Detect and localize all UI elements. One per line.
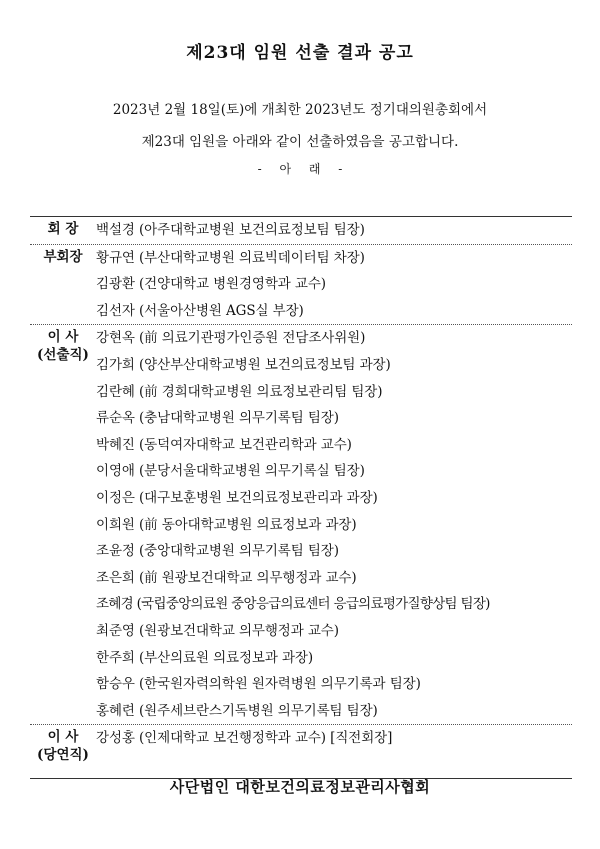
role-director-ex-officio [30,725,96,764]
role-directors-elected [30,325,96,724]
member-entry: 강성홍 (인제대학교 보건행정학과 교수) [직전회장] [96,730,393,747]
members-directors-elected [96,325,572,724]
member-entry: 조혜경 (국립중앙의료원 중앙응급의료센터 응급의료평가질향상팀 팀장) [96,596,490,613]
member-entry: 이정은 (대구보훈병원 보건의료정보관리과 과장) [96,489,378,506]
arae-label: - 아 래 - [257,162,343,176]
member-entry: 이희원 (前 동아대학교병원 의료정보과 과장) [96,516,357,533]
role-label: 이 사 [47,329,79,346]
member-entry: 김란혜 (前 경희대학교병원 의료정보관리팀 팀장) [96,383,383,400]
member-entry: 함승우 (한국원자력의학원 원자력병원 의무기록과 팀장) [96,676,421,693]
members-director-ex-officio [96,725,572,764]
intro-line-1: 2023년 2월 18일(토)에 개최한 2023년도 정기대의원총회에서 [112,102,488,118]
officer-roster [30,216,572,779]
group-directors-elected [30,325,572,724]
member-entry: 조은희 (前 원광보건대학교 의무행정과 교수) [96,569,357,586]
page-title: 제23대 임원 선출 결과 공고 [186,43,414,63]
member-entry: 이영애 (분당서울대학교병원 의무기록실 팀장) [96,463,365,480]
issuer-name: 사단법인 대한보건의료정보관리사협회 [169,778,431,796]
role-label: 부회장 [43,248,83,265]
member-entry: 최준영 (원광보건대학교 의무행정과 교수) [96,622,339,639]
member-entry: 홍혜련 (원주세브란스기독병원 의무기록팀 팀장) [96,702,378,719]
role-president [30,217,96,244]
group-president [30,217,572,244]
member-entry: 김선자 (서울아산병원 AGS실 부장) [96,302,304,319]
member-entry: 백설경 (아주대학교병원 보건의료정보팀 팀장) [96,222,365,238]
member-entry: 김광환 (건양대학교 병원경영학과 교수) [96,276,326,293]
role-sublabel: (선출직) [37,347,89,364]
role-label: 이 사 [47,729,79,746]
members-vice-president [96,245,572,325]
members-president [96,217,572,244]
group-vice-president [30,245,572,325]
member-entry: 조윤정 (중앙대학교병원 의무기록팀 팀장) [96,543,339,560]
role-vice-president [30,245,96,325]
member-entry: 황규연 (부산대학교병원 의료빅데이터팀 차장) [96,249,365,266]
role-sublabel: (당연직) [37,747,89,764]
member-entry: 강현옥 (前 의료기관평가인증원 전담조사위원) [96,330,366,347]
member-entry: 한주희 (부산의료원 의료정보과 과장) [96,649,314,666]
role-label: 회 장 [47,221,79,237]
member-entry: 류순옥 (충남대학교병원 의무기록팀 팀장) [96,410,339,427]
intro-line-2: 제23대 임원을 아래와 같이 선출하였음을 공고합니다. [141,134,459,150]
group-director-ex-officio [30,725,572,764]
member-entry: 박혜진 (동덕여자대학교 보건관리학과 교수) [96,436,352,453]
member-entry: 김가희 (양산부산대학교병원 보건의료정보팀 과장) [96,356,391,373]
